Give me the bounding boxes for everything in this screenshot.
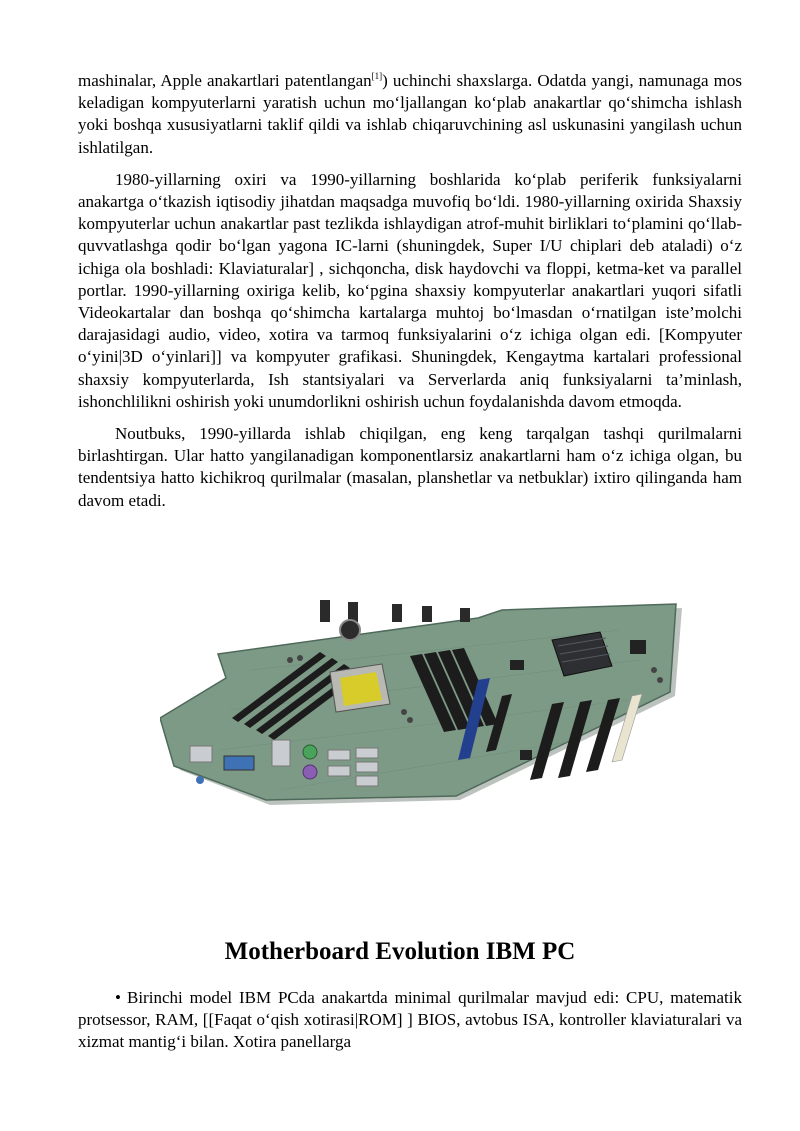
paragraph-1-end: ) uchinchi shaxslarga. Odatda yangi, namunaga mos keladigan kompyuterlarni yaratish uchun mo‘ljallangan ko‘plab anakartlar qo‘shimcha ishlash yoki boshqa xususiyatlarni taklif qildi va ishlab chiqaruvchining asl uskunasini yangilash uchun ishlatilgan. — [78, 71, 742, 157]
motherboard-illustration — [160, 600, 682, 808]
list-item-text: Birinchi model IBM PCda anakartda minimal qurilmalar mavjud edi: CPU, matematik protsessor, RAM, [[Faqat o‘qish xotirasi|ROM] ] BIOS, avtobus ISA, kontroller klaviaturalari va xizmat mantig‘i bilan. Xotira panellarga — [78, 988, 742, 1052]
bullet-marker: • — [115, 988, 121, 1007]
paragraph-1-start: mashinalar, Apple anakartlari patentlangan — [78, 71, 372, 90]
paragraph-3: Noutbuks, 1990-yillarda ishlab chiqilgan, eng keng tarqalgan tashqi qurilmalarni birlashtirgan. Ular hatto yangilanadigan komponentlarsiz anakartlarni ham o‘z ichiga olgan, bu tendentsiya hatto kichikroq qurilmalar (masalan, planshetlar va netbuklar) ixtiro qilinganda ham davom etadi. — [78, 424, 742, 510]
body-text — [78, 70, 742, 522]
section-heading: Motherboard Evolution IBM PC — [224, 938, 576, 965]
cpu-socket — [330, 664, 390, 712]
paragraph-1 — [78, 70, 742, 159]
motherboard-image — [160, 600, 682, 808]
bullet-list — [78, 987, 742, 1064]
list-item — [78, 987, 742, 1054]
paragraph-2: 1980-yillarning oxiri va 1990-yillarning boshlarida ko‘plab periferik funksiyalarni anakartga o‘tkazish iqtisodiy jihatdan maqsadga muvofiq bo‘ldi. 1980-yillarning oxirida Shaxsiy kompyuterlar uchun anakartlar past tezlikda ishlaydigan atrof-muhit birliklari to‘plamini qo‘llab-quvvatlashga qodir bo‘lgan yagona IC-larni (shuningdek, Super I/U chiplari deb ataladi) o‘z ichiga ola boshladi: Klaviaturalar] , sichqoncha, disk haydovchi va floppi, ketma-ket va parallel portlar. 1990-yillarning oxiriga kelib, ko‘pgina shaxsiy kompyuterlar anakartlari yuqori sifatli Videokartalar dan boshqa qo‘shimcha kartalarga muhtoj bo‘lmasdan o‘rnatilgan iste’molchi darajasidagi audio, video, xotira va tarmoq funksiyalarini o‘z ichiga olgan edi. [Kompyuter o‘yini|3D o‘yinlari]] va kompyuter grafikasi. Shuningdek, Kengaytma kartalari professional shaxsiy kompyuterlarda, Ish stantsiyalari va Serverlarda aniq funksiyalarni ta’minlash, ishonchlilikni oshirish yoki unumdorlikni oshirish uchun foydalanishda davom etmoqda. — [78, 169, 742, 411]
footnote-ref[interactable]: [1] — [371, 71, 383, 81]
